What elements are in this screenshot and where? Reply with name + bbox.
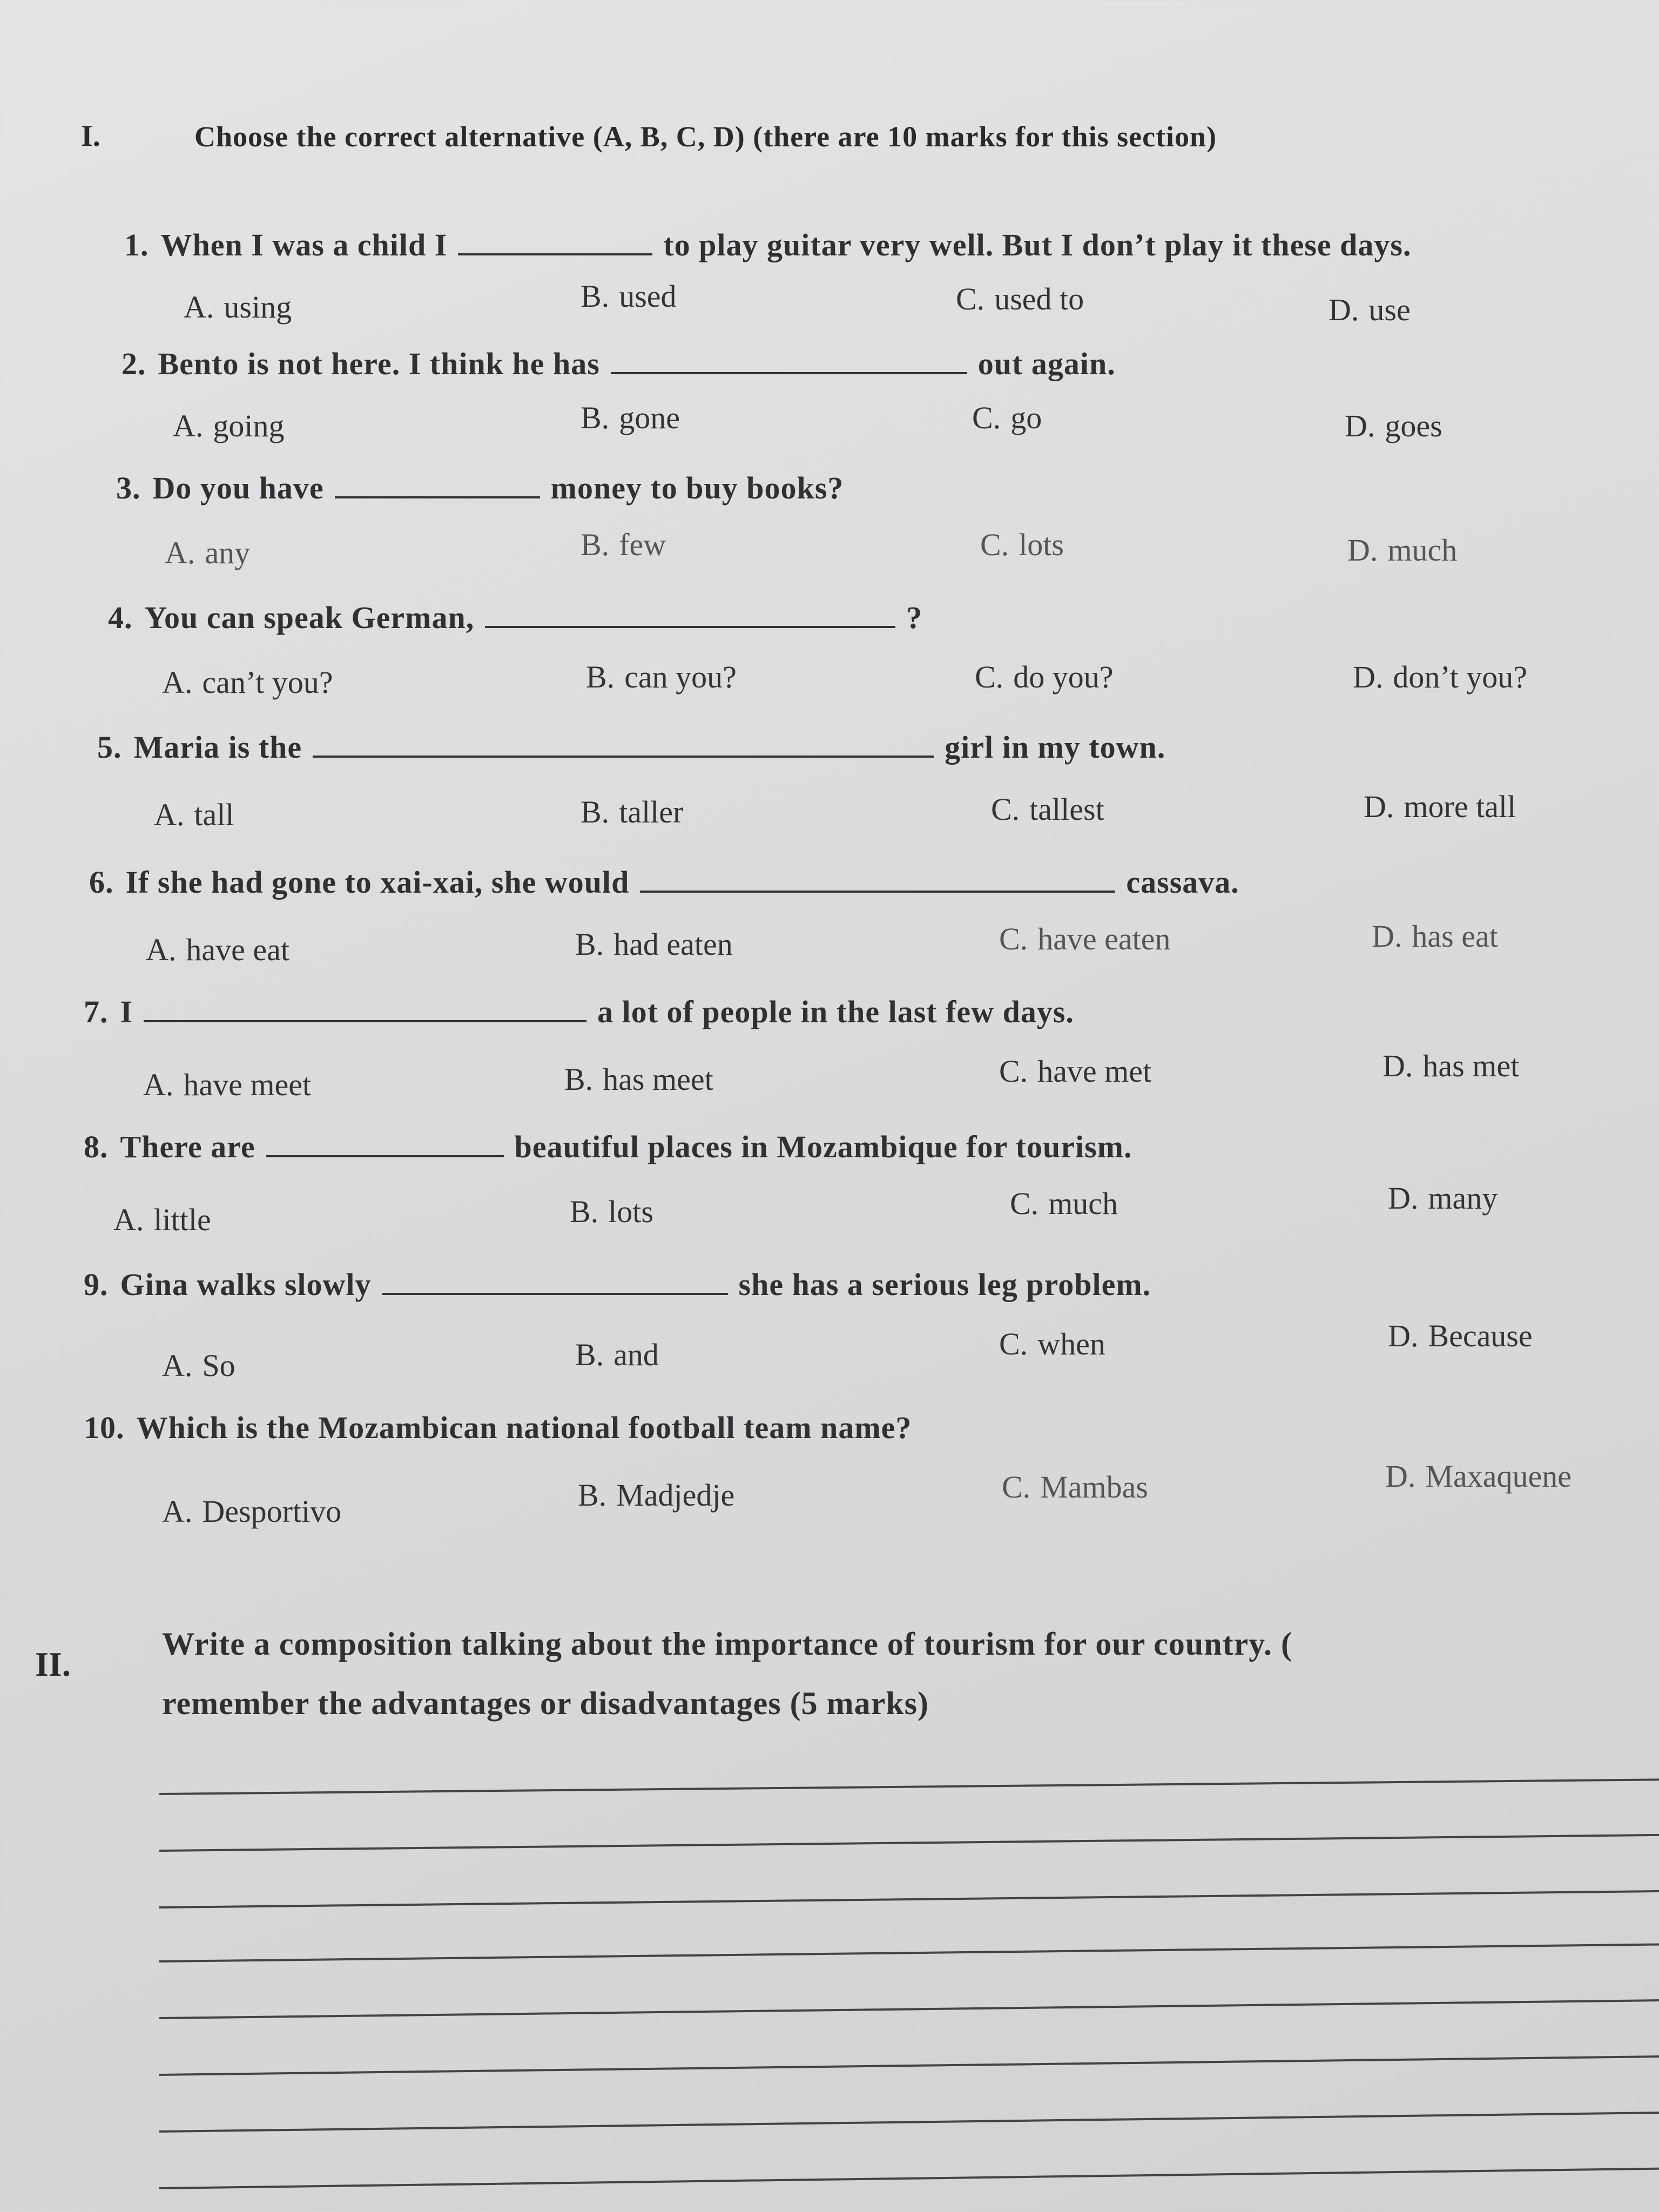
section-2-instruction-line-2: remember the advantages or disadvantages (5 marks)	[162, 1685, 929, 1721]
writing-line[interactable]	[159, 1834, 1659, 1852]
writing-line[interactable]	[159, 2055, 1659, 2076]
section-2-instruction-line-1: Write a composition talking about the importance of tourism for our country. (	[162, 1626, 1292, 1662]
option-c[interactable]: C. have met	[999, 1054, 1152, 1089]
option-b[interactable]: B. can you?	[586, 659, 737, 694]
section-2-numeral: II.	[35, 1645, 71, 1683]
option-b[interactable]: B. lots	[570, 1194, 653, 1229]
question-3: 3. Do you have money to buy books?	[116, 470, 844, 505]
option-d[interactable]: D. much	[1347, 532, 1458, 568]
option-a[interactable]: A. tall	[154, 797, 234, 832]
option-a[interactable]: A. So	[162, 1348, 235, 1383]
answer-blank[interactable]	[266, 1150, 504, 1157]
option-b[interactable]: B. gone	[581, 400, 680, 435]
writing-line[interactable]	[159, 1890, 1659, 1908]
option-c[interactable]: C. do you?	[975, 659, 1114, 694]
writing-line[interactable]	[159, 1999, 1659, 2019]
option-c[interactable]: C. tallest	[991, 792, 1104, 827]
option-a[interactable]: A. going	[173, 408, 285, 443]
option-b[interactable]: B. few	[581, 527, 666, 562]
option-b[interactable]: B. has meet	[564, 1062, 713, 1097]
question-1	[124, 227, 1411, 263]
writing-line[interactable]	[159, 2112, 1659, 2133]
answer-blank[interactable]	[458, 248, 652, 255]
question-6: 6. If she had gone to xai-xai, she would cassava.	[89, 865, 1239, 900]
question-4: 4. You can speak German, ?	[108, 600, 923, 635]
option-c[interactable]: C. when	[999, 1326, 1105, 1361]
question-stem-before: When I was a child I	[160, 227, 448, 262]
option-d[interactable]: D. Because	[1388, 1318, 1533, 1353]
section-1-heading: Choose the correct alternative (A, B, C, D) (there are 10 marks for this section)	[194, 120, 1217, 153]
answer-blank[interactable]	[144, 1015, 586, 1022]
option-a[interactable]: A. Desportivo	[162, 1494, 342, 1529]
answer-blank[interactable]	[485, 621, 895, 628]
option-c[interactable]: C. go	[972, 400, 1042, 435]
option-b[interactable]: B. taller	[581, 794, 684, 830]
option-a[interactable]: A. can’t you?	[162, 665, 333, 700]
option-a[interactable]: A. any	[165, 535, 251, 570]
option-c[interactable]: C. have eaten	[999, 921, 1171, 956]
option-a[interactable]: A. have eat	[146, 932, 289, 967]
option-c[interactable]: C. lots	[980, 527, 1064, 562]
option-a[interactable]: A. using	[184, 289, 292, 325]
option-b[interactable]: B. used	[581, 279, 677, 314]
option-b[interactable]: B. Madjedje	[578, 1478, 735, 1513]
option-c[interactable]: C. used to	[956, 281, 1084, 316]
option-d[interactable]: D. goes	[1345, 408, 1442, 443]
option-d[interactable]: D. many	[1388, 1181, 1498, 1216]
answer-blank[interactable]	[640, 885, 1115, 893]
option-d[interactable]: D. has eat	[1372, 919, 1498, 954]
answer-blank[interactable]	[382, 1287, 728, 1295]
writing-line[interactable]	[159, 1943, 1659, 1963]
answer-blank[interactable]	[313, 750, 934, 758]
option-d[interactable]: D. has met	[1382, 1048, 1520, 1083]
section-1-numeral: I.	[81, 119, 100, 153]
question-9: 9. Gina walks slowly she has a serious leg problem.	[84, 1267, 1151, 1302]
writing-line[interactable]	[159, 1778, 1659, 1795]
writing-line[interactable]	[159, 2168, 1659, 2189]
option-d[interactable]: D. use	[1328, 292, 1411, 327]
question-number: 1.	[124, 227, 149, 262]
question-7: 7. I a lot of people in the last few days.	[84, 994, 1074, 1029]
question-5: 5. Maria is the girl in my town.	[97, 730, 1166, 765]
answer-blank[interactable]	[335, 491, 540, 498]
option-d[interactable]: D. more tall	[1364, 789, 1516, 824]
option-a[interactable]: A. little	[113, 1202, 211, 1237]
option-d[interactable]: D. Maxaquene	[1385, 1459, 1572, 1494]
question-10: 10. Which is the Mozambican national football team name?	[84, 1410, 912, 1445]
question-8: 8. There are beautiful places in Mozambique for tourism.	[84, 1129, 1132, 1164]
option-b[interactable]: B. had eaten	[575, 927, 733, 962]
option-c[interactable]: C. much	[1010, 1186, 1118, 1221]
answer-blank[interactable]	[611, 367, 967, 374]
option-b[interactable]: B. and	[575, 1337, 659, 1372]
question-stem-after: to play guitar very well. But I don’t play it these days.	[663, 227, 1412, 262]
option-d[interactable]: D. don’t you?	[1353, 659, 1528, 694]
option-c[interactable]: C. Mambas	[1002, 1469, 1148, 1505]
question-2: 2. Bento is not here. I think he has out again.	[122, 346, 1116, 381]
option-a[interactable]: A. have meet	[143, 1067, 312, 1102]
